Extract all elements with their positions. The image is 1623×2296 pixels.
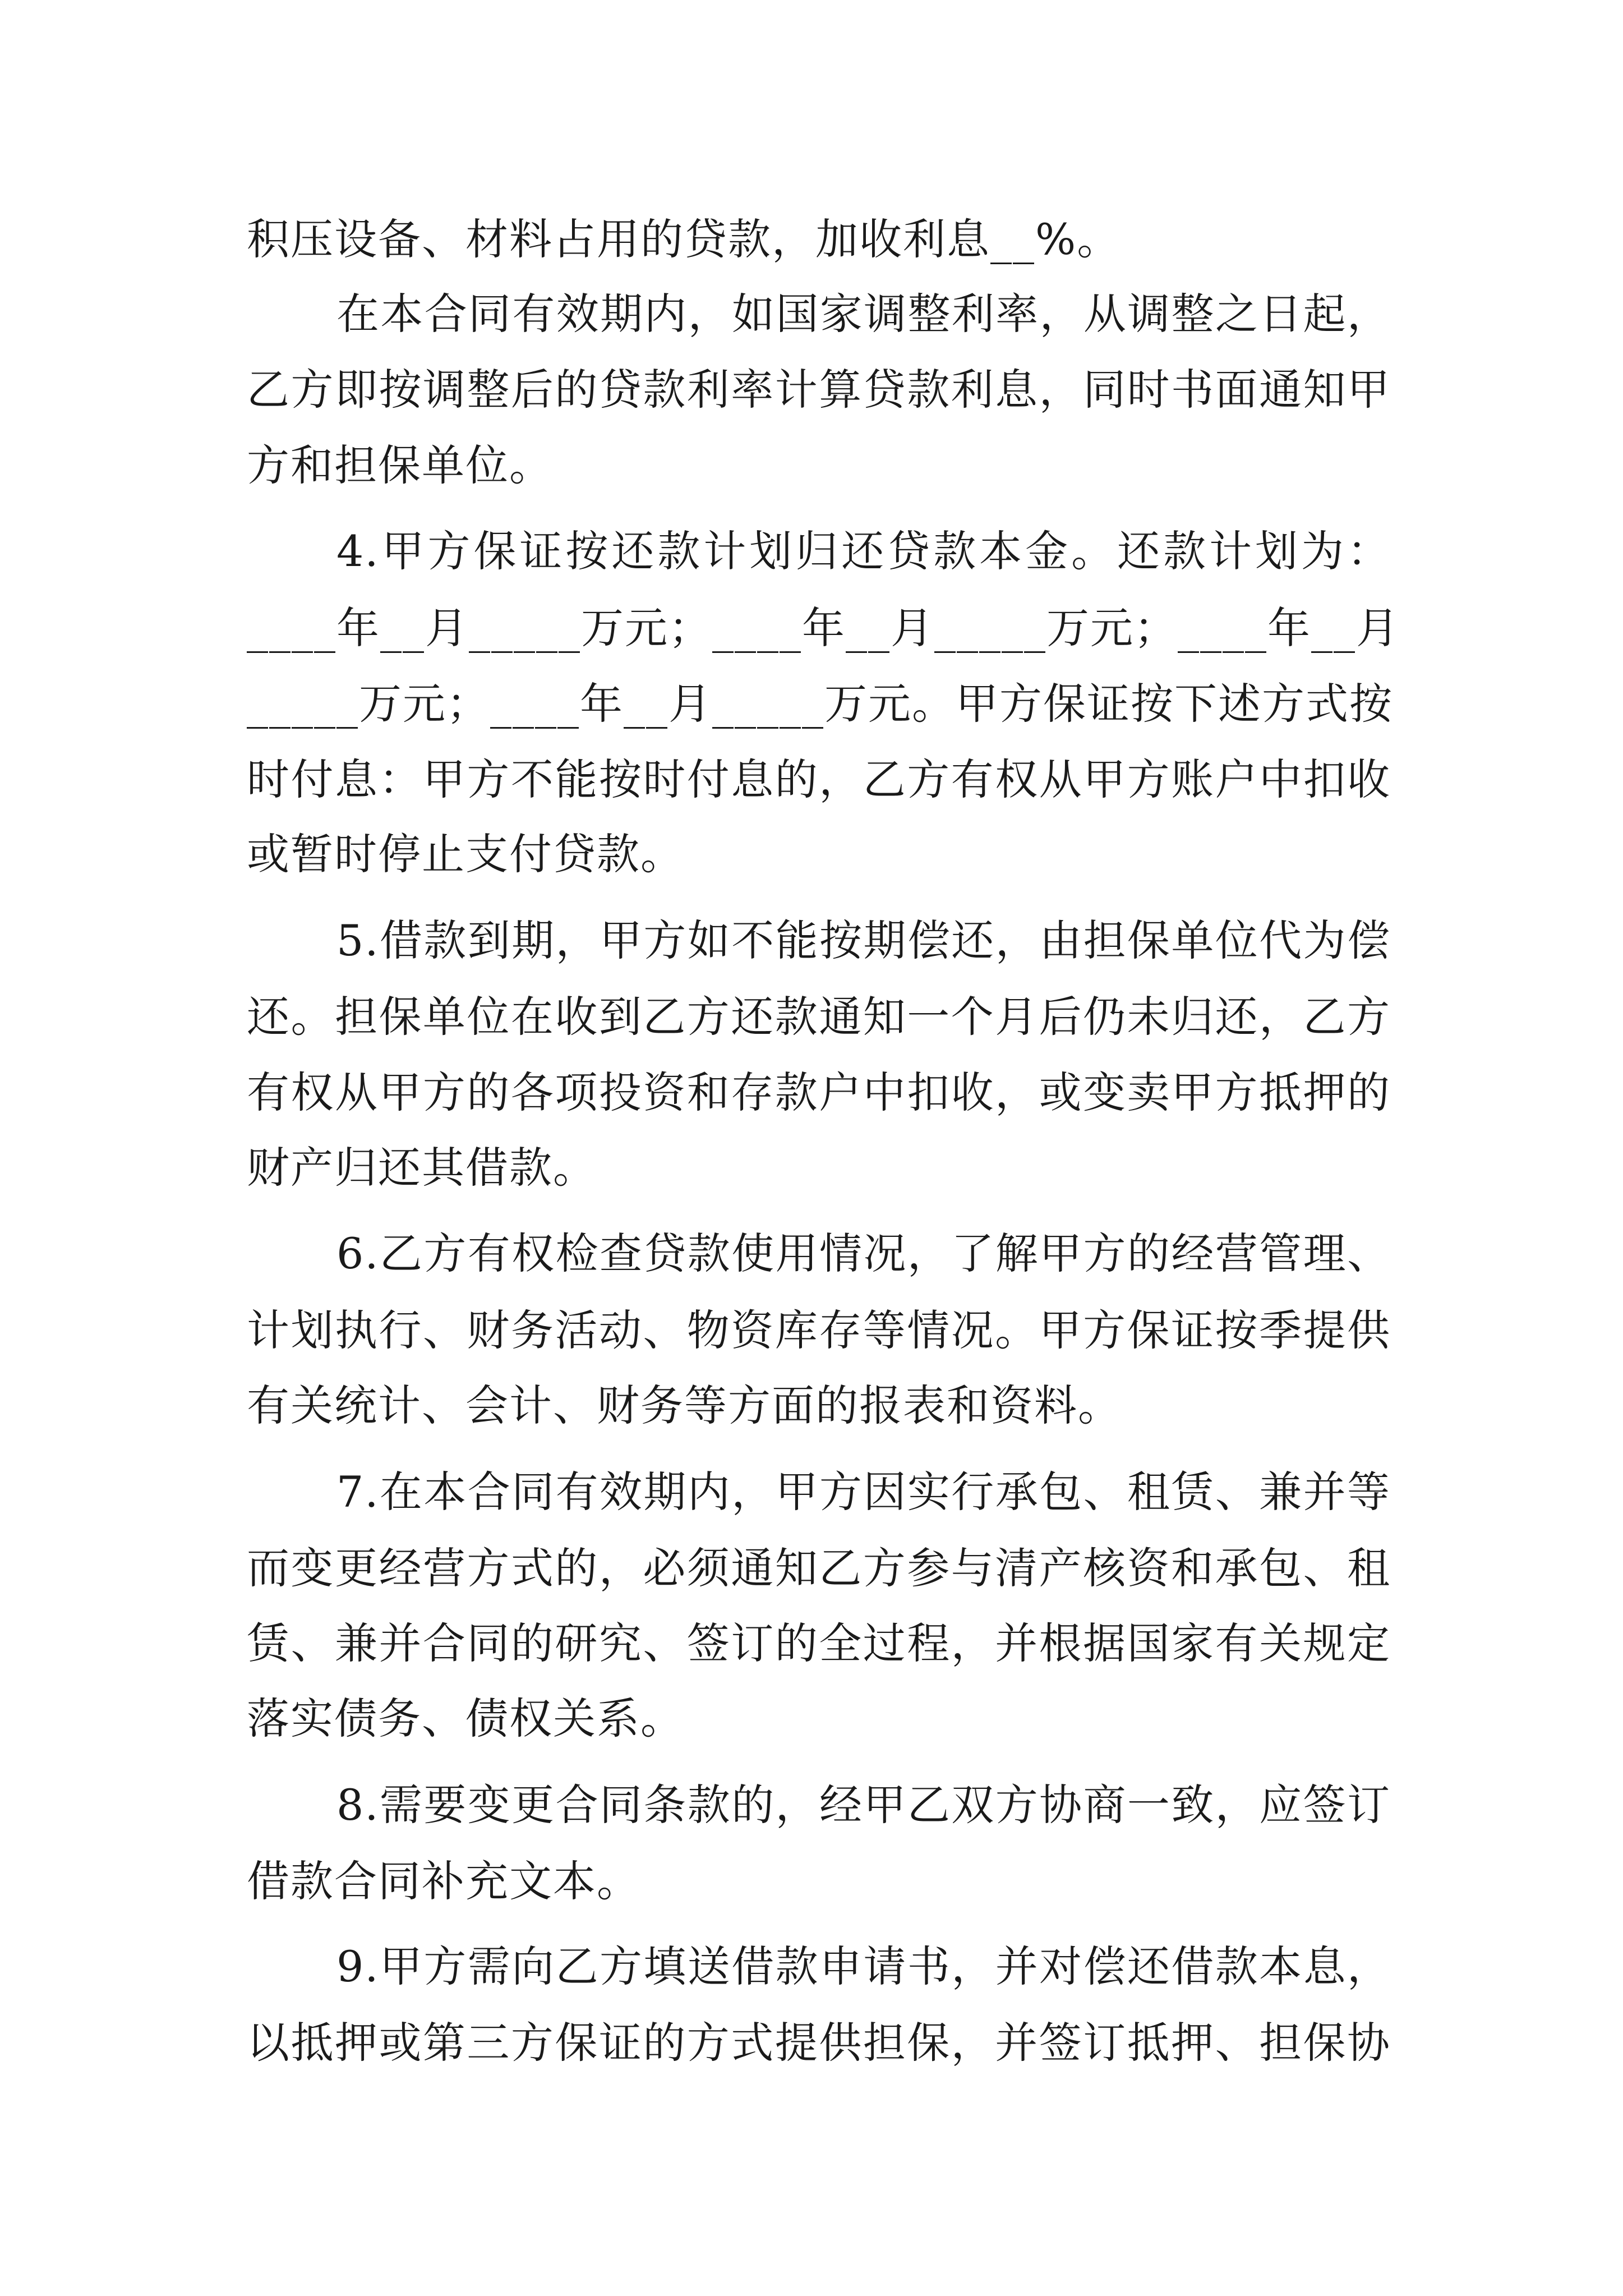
text-line: 6.乙方有权检查贷款使用情况，了解甲方的经营管理、 <box>336 1228 1391 1278</box>
text-line: 在本合同有效期内，如国家调整利率，从调整之日起， <box>336 289 1391 339</box>
text-line: 5.借款到期，甲方如不能按期偿还，由担保单位代为偿 <box>336 915 1391 965</box>
text-line: ____年__月_____万元；____年__月_____万元；____年__月 <box>247 603 1400 653</box>
text-line: 借款合同补充文本。 <box>247 1856 640 1906</box>
text-line: 或暂时停止支付贷款。 <box>247 829 684 879</box>
text-line: 方和担保单位。 <box>247 440 553 490</box>
text-line: 以抵押或第三方保证的方式提供担保，并签订抵押、担保协 <box>247 2018 1391 2068</box>
text-line: 4.甲方保证按还款计划归还贷款本金。还款计划为： <box>336 526 1391 576</box>
text-line: 乙方即按调整后的贷款利率计算贷款利息，同时书面通知甲 <box>247 365 1391 415</box>
text-line: _____万元；____年__月_____万元。甲方保证按下述方式按 <box>247 679 1393 729</box>
text-line: 9.甲方需向乙方填送借款申请书，并对偿还借款本息， <box>336 1941 1391 1991</box>
text-line: 8.需要变更合同条款的，经甲乙双方协商一致，应签订 <box>336 1780 1391 1830</box>
text-line: 时付息：甲方不能按时付息的，乙方有权从甲方账户中扣收 <box>247 754 1391 804</box>
text-line: 计划执行、财务活动、物资库存等情况。甲方保证按季提供 <box>247 1305 1391 1355</box>
text-line: 落实债务、债权关系。 <box>247 1694 684 1743</box>
text-line: 积压设备、材料占用的贷款，加收利息__%。 <box>247 214 1121 264</box>
text-line: 财产归还其借款。 <box>247 1143 597 1193</box>
text-line: 而变更经营方式的，必须通知乙方参与清产核资和承包、租 <box>247 1543 1391 1593</box>
text-line: 还。担保单位在收到乙方还款通知一个月后仍未归还，乙方 <box>247 992 1391 1042</box>
text-line: 赁、兼并合同的研究、签订的全过程，并根据国家有关规定 <box>247 1618 1391 1668</box>
text-line: 有权从甲方的各项投资和存款户中扣收，或变卖甲方抵押的 <box>247 1068 1391 1117</box>
text-line: 7.在本合同有效期内，甲方因实行承包、租赁、兼并等 <box>336 1467 1391 1517</box>
text-line: 有关统计、会计、财务等方面的报表和资料。 <box>247 1381 1122 1430</box>
